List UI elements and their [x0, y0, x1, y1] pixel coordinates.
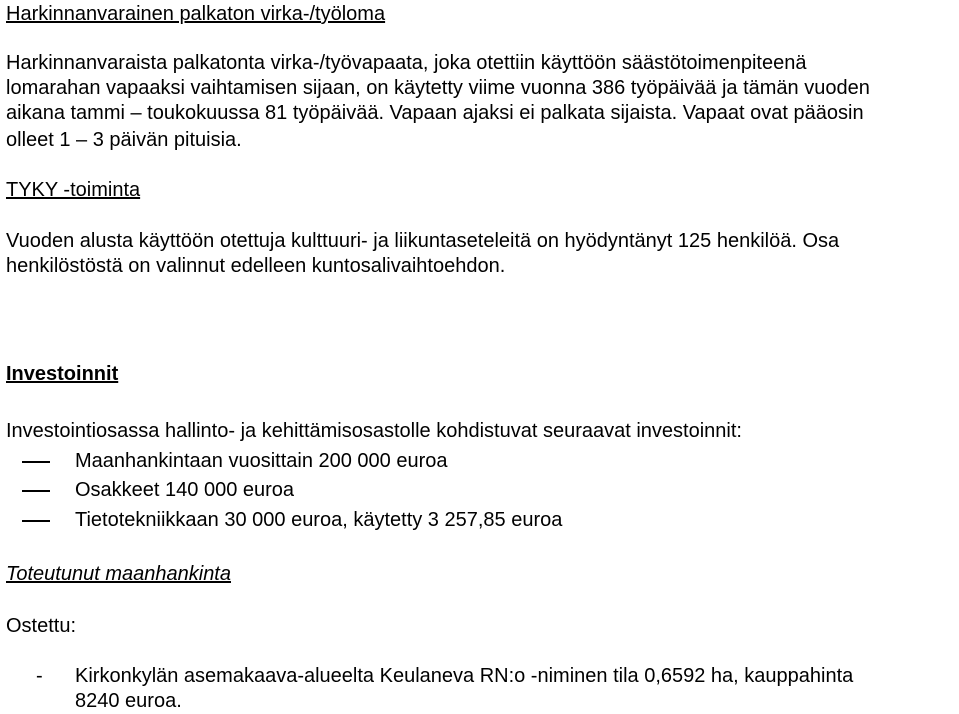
- dash-bullet-icon: [22, 461, 50, 463]
- paragraph-line: Investointiosassa hallinto- ja kehittämisosastolle kohdistuvat seuraavat investoinnit:: [6, 420, 742, 442]
- section-heading-investments: Investoinnit: [6, 363, 119, 385]
- hyphen-bullet: -: [36, 665, 43, 687]
- purchased-label: Ostettu:: [6, 615, 77, 637]
- paragraph-line: henkilöstöstä on valinnut edelleen kuntosalivaihtoehdon.: [6, 255, 506, 277]
- paragraph-line: Harkinnanvaraista palkatonta virka-/työvapaata, joka otettiin käyttöön säästötoimenpiteenä: [6, 52, 807, 74]
- list-item-text: Maanhankintaan vuosittain 200 000 euroa: [75, 450, 448, 472]
- list-item-text: 8240 euroa.: [75, 690, 182, 712]
- paragraph-line: olleet 1 – 3 päivän pituisia.: [6, 129, 242, 151]
- paragraph-line: aikana tammi – toukokuussa 81 työpäivää. Vapaan ajaksi ei palkata sijaista. Vapaat ovat pääosin: [6, 102, 864, 124]
- section-heading-tyky: TYKY -toiminta: [6, 179, 141, 201]
- list-item-text: Tietotekniikkaan 30 000 euroa, käytetty 3 257,85 euroa: [75, 509, 563, 531]
- section-heading-land-acquisition: Toteutunut maanhankinta: [6, 563, 231, 585]
- list-item-text: Osakkeet 140 000 euroa: [75, 479, 295, 501]
- paragraph-line: Vuoden alusta käyttöön otettuja kulttuuri- ja liikuntaseteleitä on hyödyntänyt 125 henkilöä. Osa: [6, 230, 840, 252]
- paragraph-line: lomarahan vapaaksi vaihtamisen sijaan, on käytetty viime vuonna 386 työpäivää ja tämän vuoden: [6, 77, 870, 99]
- list-item-text: Kirkonkylän asemakaava-alueelta Keulaneva RN:o -niminen tila 0,6592 ha, kauppahinta: [75, 665, 854, 687]
- dash-bullet-icon: [22, 520, 50, 522]
- section-heading-unpaid-leave: Harkinnanvarainen palkaton virka-/työloma: [6, 3, 386, 25]
- dash-bullet-icon: [22, 490, 50, 492]
